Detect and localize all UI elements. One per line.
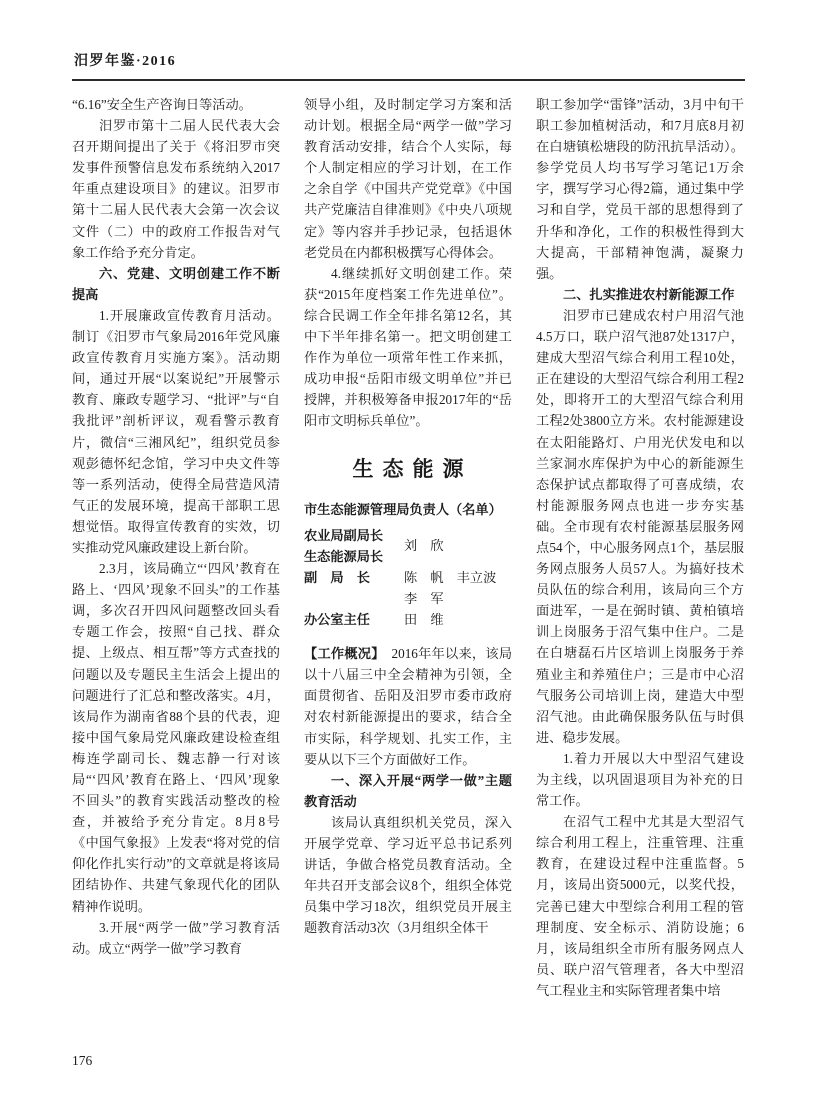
column-middle-top <box>304 94 512 432</box>
roster-name: 李 军 <box>404 590 444 606</box>
paragraph: 【工作概况】 2016年年以来，该局以十八届三中全会精神为引领，全面贯彻省、岳阳及汨罗市委市政府对农村新能源提出的要求，结合全市实际，科学规划、扎实工作，主要从以下三个方面做好工作。 <box>304 646 512 767</box>
roster-row <box>304 609 512 630</box>
section-heading: 二、扎实推进农村新能源工作 <box>563 286 735 302</box>
paragraph: 职工参加学“雷锋”活动，3月中旬干职工参加植树活动，和7月底8月初在白塘镇松塘段的防汛抗旱活动）。参学党员人均书写学习笔记1万余字，撰写学习心得2篇，通过集中学习和自学，党员干部的思想得到了升华和净化，工作的积极性得到大大提高，干部精神饱满，凝聚力强。 <box>536 97 744 281</box>
roster-title <box>304 588 396 609</box>
roster-title: 农业局副局长 <box>304 527 384 543</box>
roster-titles <box>304 609 396 630</box>
header-rule <box>72 79 745 81</box>
paragraph: 3.开展“两学一做”学习教育活动。成立“两学一做”学习教育 <box>72 919 280 956</box>
roster-name: 田 维 <box>404 612 444 628</box>
column-right <box>536 94 744 1042</box>
roster-rows <box>304 525 512 630</box>
roster-titles <box>304 567 396 588</box>
section-heading: 六、党建、文明创建工作不断提高 <box>72 265 280 302</box>
roster-title: 生态能源局长 <box>304 548 384 564</box>
paragraph: 汨罗市第十二届人民代表大会召开期间提出了关于《将汨罗市突发事件预警信息发布系统纳入2017年重点建设项目》的建议。汨罗市第十二届人民代表大会第一次会议文件（二）中的政府工作报告对气象工作给予充分肯定。 <box>72 118 280 260</box>
column-left <box>72 94 280 1042</box>
page-header <box>72 44 745 81</box>
article-title: 生态能源 <box>352 456 473 481</box>
column-middle <box>304 94 512 1042</box>
section-heading: 一、深入开展“两学一做”主题教育活动 <box>304 772 512 809</box>
page-number: 176 <box>72 1053 93 1068</box>
yearbook-title: 汨罗年鉴·2016 <box>74 54 177 69</box>
roster-title: 副 局 长 <box>304 569 370 585</box>
roster-row <box>304 567 512 588</box>
roster-name: 陈 帆 丰立波 <box>404 569 497 585</box>
paragraph: 1.着力开展以大中型沼气建设为主线，以巩固退项目为补充的日常工作。 <box>536 750 744 809</box>
paragraph: 2.3月，该局确立“‘四风’教育在路上、‘四风’现象不回头”的工作基调，多次召开四风问题整改回头看专题工作会，按照“自己找、群众提、上级点、相互帮”等方式查找的问题以及专题民主生活会上提出的问题进行了汇总和整改落实。4月，该局作为湖南省88个县的代表，迎接中国气象局党风廉政建设检查组梅连学副司长、魏志静一行对该局“‘四风’教育在路上、‘四风’现象不回头”的教育实践活动整改的检查，并被给予充分肯定。8月8号《中国气象报》上发表“将对党的信仰化作扎实行动”的文章就是将该局团结协作、共建气象现代化的团队精神作说明。 <box>72 561 280 914</box>
paragraph: 4.继续抓好文明创建工作。荣获“2015年度档案工作先进单位”。综合民调工作全年排名第12名，其中下半年排名第一。把文明创建工作作为单位一项常年性工作来抓，成功申报“岳阳市级文明单位”并已授牌，并积极筹备申报2017年的“岳阳市文明标兵单位”。 <box>304 265 512 429</box>
roster-row <box>304 588 512 609</box>
roster-name: 刘 欣 <box>404 538 444 554</box>
roster-title: 办公室主任 <box>304 612 370 628</box>
article-columns <box>72 94 745 1042</box>
roster-titles <box>304 588 396 609</box>
roster-titles <box>304 525 396 567</box>
roster-heading: 市生态能源管理局负责人（名单） <box>304 501 502 517</box>
paragraph: 在沼气工程中尤其是大型沼气综合利用工程上，注重管理、注重教育，在建设过程中注重监督。5月，该局出资5000元，以奖代投，完善已建大中型综合利用工程的管理制度、安全标示、消防设施；6月，该局组织全市所有服务网点人员、联户沼气管理者，各大中型沼气工程业主和实际管理者集中培 <box>536 814 744 998</box>
paragraph: 该局认真组织机关党员，深入开展学党章、学习近平总书记系列讲话，争做合格党员教育活动。全年共召开支部会议8个，组织全体党员集中学习18次，组织党员开展主题教育活动3次（3月组织全体干 <box>304 814 512 936</box>
paragraph: 领导小组，及时制定学习方案和活动计划。根据全局“两学一做”学习教育活动安排，结合个人实际，每个人制定相应的学习计划，在工作之余自学《中国共产党党章》《中国共产党廉洁自律准则》《中央八项规定》等内容并手抄记录，包括退休老党员在内都积极撰写心得体会。 <box>304 97 512 260</box>
column-middle-bottom <box>304 643 512 938</box>
paragraph: 1.开展廉政宣传教育月活动。制订《汨罗市气象局2016年党风廉政宣传教育月实施方案》。活动期间，通过开展“以案说纪”开展警示教育、廉政专题学习、“批评”与“自我批评”剖析评议，观看警示教育片，微信“三湘风纪”，组织党员参观彭德怀纪念馆，学习中央文件等等一系列活动，使得全局营造风清气正的发展环境，提高干部职工思想觉悟。取得宣传教育的实效，切实推动党风廉政建设上新台阶。 <box>72 307 280 555</box>
paragraph: “6.16”安全生产咨询日等活动。 <box>72 97 252 112</box>
roster-row <box>304 525 512 567</box>
leadership-roster <box>304 499 512 631</box>
paragraph: 汨罗市已建成农村户用沼气池4.5万口，联户沼气池87处1317户，建成大型沼气综合利用工程10处，正在建设的大型沼气综合利用工程2处，即将开工的大型沼气综合利用工程2处3800立方米。农村能源建设在太阳能路灯、户用光伏发电和以兰家洞水库保护为中心的新能源生态保护试点都取得了可喜成绩，农村能源服务网点也进一步夯实基础。全市现有农村能源基层服务网点54个，中心服务网点1个，基层服务网点服务人员57人。为搞好技术员队伍的综合利用，该局向三个方面进军，一是在弼时镇、黄柏镇培训上岗服务于沼气集中住户。二是在白塘磊石片区培训上岗服务于养殖业主和养殖住户；三是市中心沼气服务公司培训上岗，建造大中型沼气池。由此确保服务队伍与时俱进、稳步发展。 <box>536 307 744 745</box>
paragraph-lead: 【工作概况】 <box>304 646 379 662</box>
